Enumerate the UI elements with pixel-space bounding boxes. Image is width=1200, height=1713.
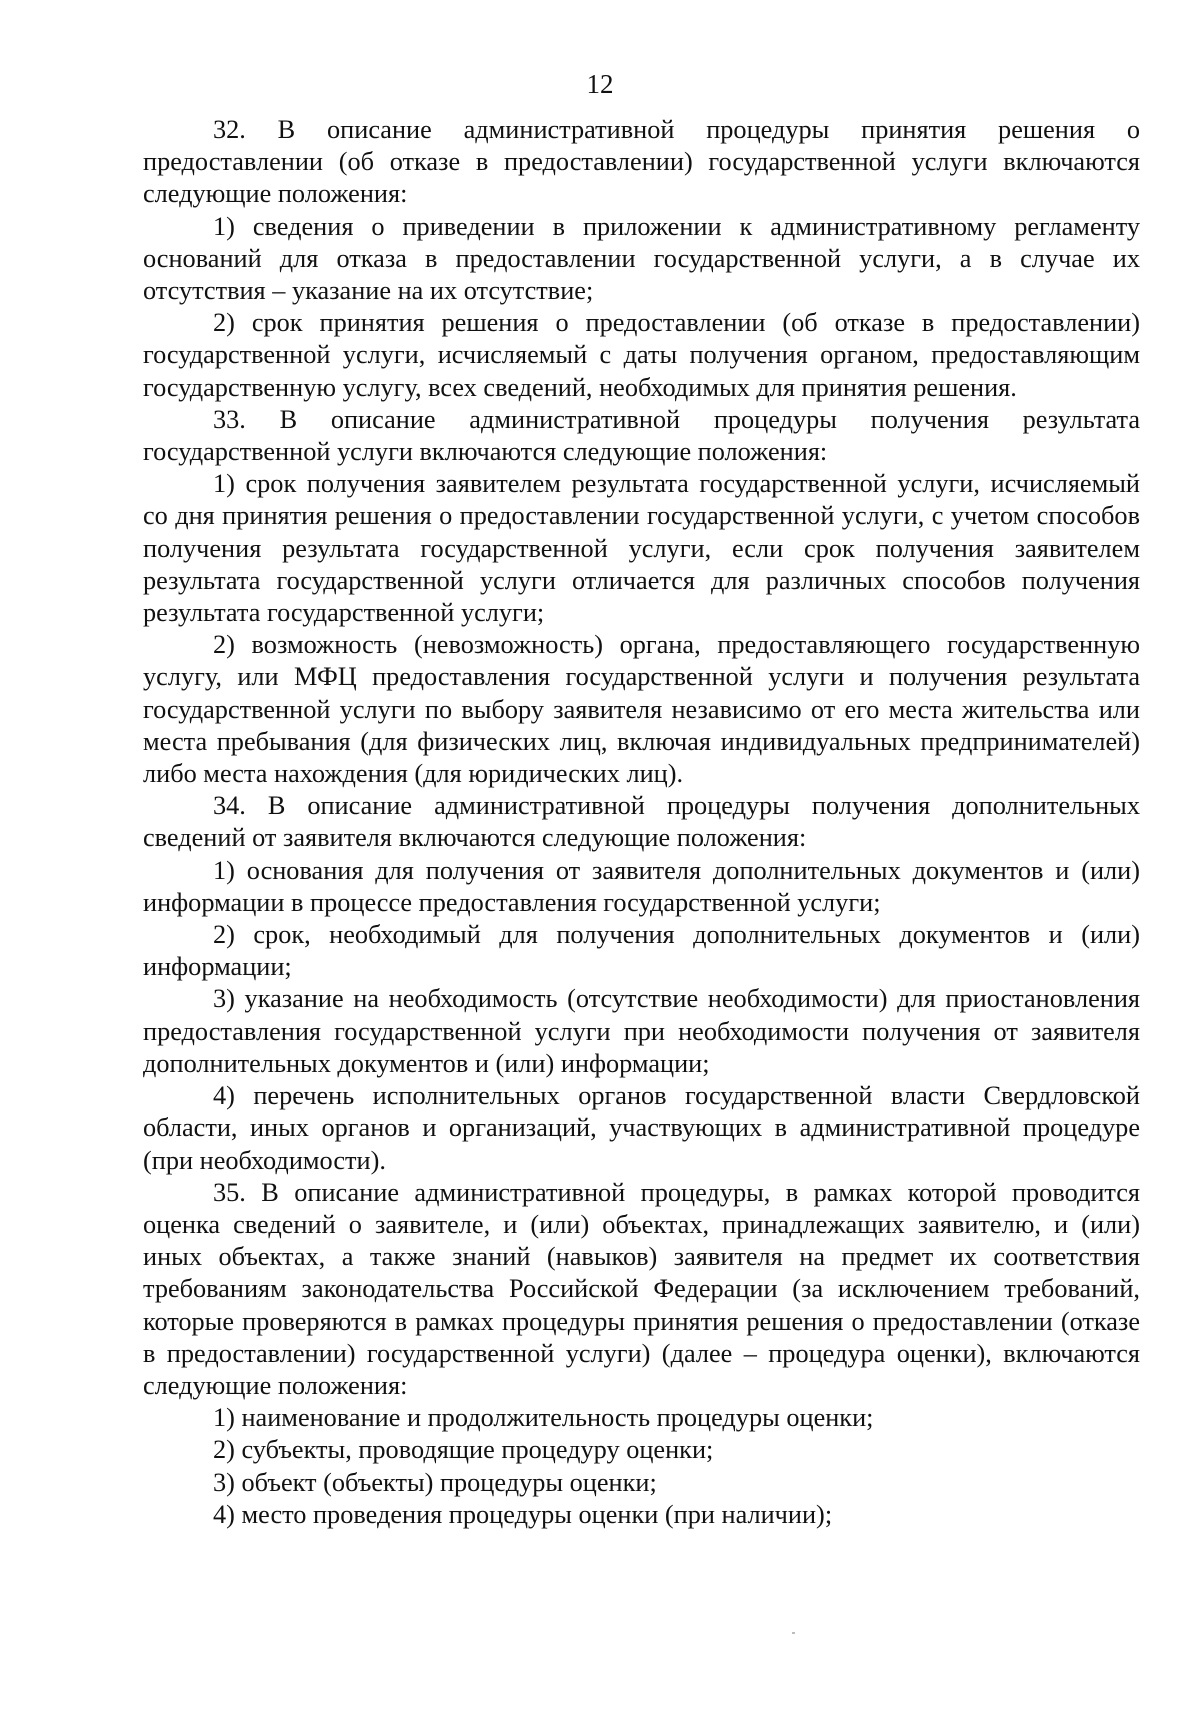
paragraph-35-item-2: 2) субъекты, проводящие процедуру оценки; (213, 1435, 714, 1465)
paragraph-34: 34. В описание административной процедуры получения дополнительных сведений от заявителя включаются следующие положения: (143, 791, 1140, 853)
paragraph-34-item-2: 2) срок, необходимый для получения дополнительных документов и (или) информации; (143, 920, 1140, 982)
paragraph-34-item-4: 4) перечень исполнительных органов государственной власти Свердловской области, иных органов и организаций, участвующих в административной процедуре (при необходимости). (143, 1081, 1140, 1175)
paragraph-34-item-3: 3) указание на необходимость (отсутствие необходимости) для приостановления предоставления государственной услуги при необходимости получения от заявителя дополнительных документов и (или) информации; (143, 984, 1140, 1078)
paragraph-34-item-1: 1) основания для получения от заявителя дополнительных документов и (или) информации в процессе предоставления государственной услуги; (143, 855, 1140, 917)
paragraph-32: 32. В описание административной процедуры принятия решения о предоставлении (об отказе в предоставлении) государственной услуги включаются следующие положения: (143, 115, 1140, 209)
paragraph-35: 35. В описание административной процедуры, в рамках которой проводится оценка сведений о заявителе, и (или) объектах, принадлежащих заявителю, и (или) иных объектах, а также знаний (навыков) заявителя на предмет их соответствия требованиям законодательства Российской Федерации (за исключением требований, которые проверяются в рамках процедуры принятия решения о предоставлении (отказе в предоставлении) государственной услуги) (далее – процедура оценки), включаются следующие положения: (143, 1177, 1140, 1400)
page-number: 12 (586, 69, 614, 99)
paragraph-33: 33. В описание административной процедуры получения результата государственной услуги включаются следующие положения: (143, 404, 1140, 467)
paragraph-32-item-2: 2) срок принятия решения о предоставлении (об отказе в предоставлении) государственной услуги, исчисляемый с даты получения органом, предоставляющим государственную услугу, всех сведений, необходимых для принятия решения. (143, 308, 1140, 402)
paragraph-35-item-1: 1) наименование и продолжительность процедуры оценки; (213, 1403, 874, 1433)
paragraph-32-item-1: 1) сведения о приведении в приложении к административному регламенту оснований для отказа в предоставлении государственной услуги, а в случае их отсутствия – указание на их отсутствие; (143, 211, 1140, 306)
paragraph-35-item-3: 3) объект (объекты) процедуры оценки; (213, 1467, 657, 1497)
paragraph-35-item-4: 4) место проведения процедуры оценки (при наличии); (213, 1499, 833, 1529)
scan-speck (792, 1632, 795, 1634)
document-body (143, 114, 1140, 1531)
paragraph-33-item-1: 1) срок получения заявителем результата государственной услуги, исчисляемый со дня принятия решения о предоставлении государственной услуги, с учетом способов получения результата государственной услуги, если срок получения заявителем результата государственной услуги отличается для различных способов получения результата государственной услуги; (143, 469, 1140, 628)
paragraph-33-item-2: 2) возможность (невозможность) органа, предоставляющего государственную услугу, или МФЦ предоставления государственной услуги и получения результата государственной услуги по выбору заявителя независимо от его места жительства или места пребывания (для физических лиц, включая индивидуальных предпринимателей) либо места нахождения (для юридических лиц). (143, 630, 1140, 789)
